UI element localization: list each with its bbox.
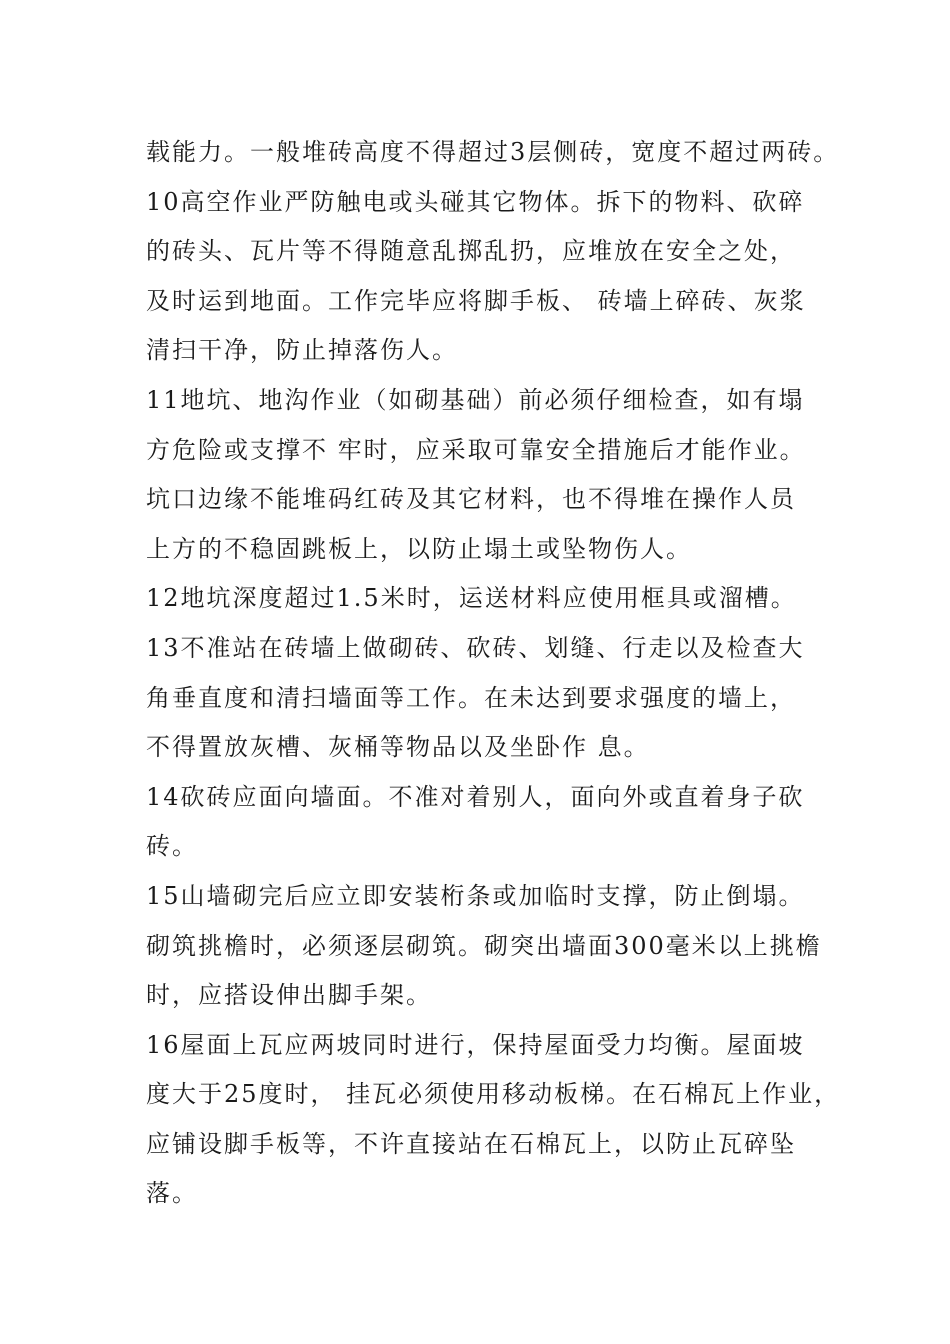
text-line: 时，应搭设伸出脚手架。 (146, 981, 432, 1010)
text-line: 16屋面上瓦应两坡同时进行，保持屋面受力均衡。屋面坡 (146, 1030, 805, 1059)
text-line: 清扫干净，防止掉落伤人。 (146, 336, 458, 365)
text-line: 14砍砖应面向墙面。不准对着别人，面向外或直着身子砍 (146, 782, 805, 811)
body-text (146, 128, 841, 1219)
text-line: 砌筑挑檐时，必须逐层砌筑。砌突出墙面300毫米以上挑檐 (146, 931, 822, 960)
text-line: 10高空作业严防触电或头碰其它物体。拆下的物料、砍碎 (146, 187, 805, 216)
text-line: 11地坑、地沟作业（如砌基础）前必须仔细检查，如有塌 (146, 385, 805, 414)
text-line: 坑口边缘不能堆码红砖及其它材料，也不得堆在操作人员 (146, 485, 796, 514)
text-line: 方危险或支撑不 牢时，应采取可靠安全措施后才能作业。 (146, 435, 806, 464)
text-line: 不得置放灰槽、灰桶等物品以及坐卧作 息。 (146, 733, 650, 762)
text-line: 落。 (146, 1179, 198, 1208)
text-line: 15山墙砌完后应立即安装桁条或加临时支撑，防止倒塌。 (146, 881, 805, 910)
text-line: 13不准站在砖墙上做砌砖、砍砖、划缝、行走以及检查大 (146, 633, 805, 662)
text-line: 上方的不稳固跳板上，以防止塌土或坠物伤人。 (146, 534, 692, 563)
text-line: 及时运到地面。工作完毕应将脚手板、 砖墙上碎砖、灰浆 (146, 286, 806, 315)
text-line: 角垂直度和清扫墙面等工作。在未达到要求强度的墙上， (146, 683, 796, 712)
text-line: 12地坑深度超过1.5米时，运送材料应使用框具或溜槽。 (146, 584, 797, 613)
text-line: 载能力。一般堆砖高度不得超过3层侧砖，宽度不超过两砖。 (146, 138, 840, 166)
text-line: 应铺设脚手板等，不许直接站在石棉瓦上，以防止瓦碎坠 (146, 1129, 796, 1158)
text-line: 度大于25度时， 挂瓦必须使用移动板梯。在石棉瓦上作业， (146, 1080, 841, 1109)
text-line: 的砖头、瓦片等不得随意乱掷乱扔，应堆放在安全之处， (146, 237, 796, 266)
text-line: 砖。 (146, 832, 198, 861)
